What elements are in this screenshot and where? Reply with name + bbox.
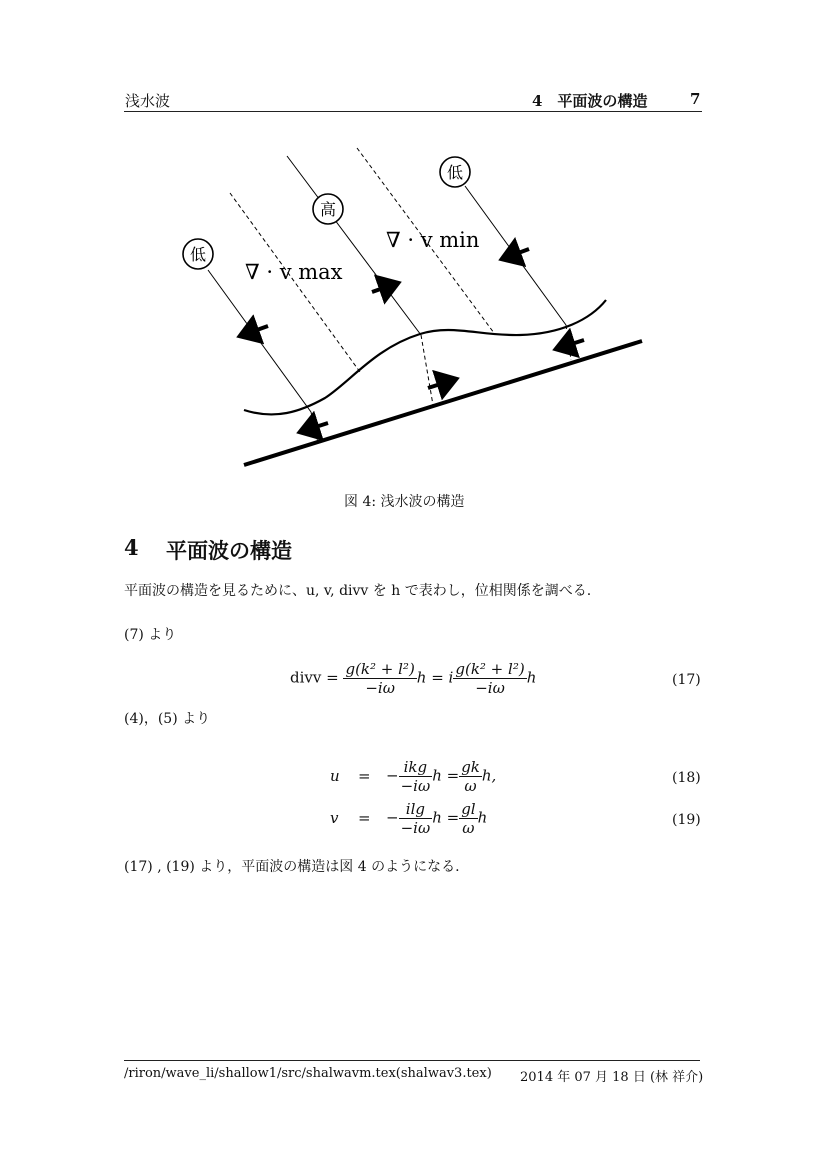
eq18-num: ikg <box>403 758 428 776</box>
equation-18-number: (18) <box>672 770 701 786</box>
footer-date: 2014 年 07 月 18 日 (林 祥介) <box>520 1070 704 1085</box>
svg-text:低: 低 <box>189 245 207 264</box>
equation-17: divv = $\frac{\text{g(k² + l²)}}{-i\omega}$ h = i $\frac{\text{g(k² + l²)}}{-i\omega}$ h <box>290 660 537 697</box>
from-eq7-text: (7) より <box>124 627 177 643</box>
arrow-bottom-right <box>428 379 456 388</box>
eq19-lhs: v <box>330 808 339 827</box>
eq17-den: −iω <box>343 678 416 697</box>
eq19-num: ilg <box>405 800 425 818</box>
eq17-num2: g(k² + l²) <box>455 660 525 678</box>
section-number: 4 <box>124 535 139 560</box>
eq17-den2: −iω <box>453 678 526 697</box>
footer-rule <box>124 1060 700 1061</box>
from-eq4-5-text: (4)，(5) より <box>124 711 211 727</box>
arrow-bottom-left <box>300 423 328 432</box>
running-header-section: 4 平面波の構造 <box>532 92 648 110</box>
wave-structure-figure <box>0 0 826 520</box>
running-header-title: 浅水波 <box>125 92 171 110</box>
conclusion-paragraph: (17) , (19) より，平面波の構造は図 4 のようになる. <box>124 859 460 875</box>
eq18-num2: gk <box>461 758 480 776</box>
eq18-sign: − <box>386 766 399 785</box>
label-div-min: ∇ · v min <box>386 228 480 252</box>
intro-paragraph: 平面波の構造を見るために、u, v, divv を h で表わし，位相関係を調べる. <box>124 583 592 599</box>
label-low-right <box>440 157 470 187</box>
ext-line-2 <box>421 335 433 405</box>
section-title: 平面波の構造 <box>166 538 292 563</box>
equation-18 <box>330 758 496 795</box>
footer-path: /riron/wave_li/shallow1/src/shalwavm.tex(shalwav3.tex) <box>124 1066 492 1081</box>
eq18-equals: = <box>358 766 371 785</box>
eq17-mid: h = i <box>416 668 454 687</box>
eq19-den: −iω <box>400 819 431 837</box>
eq18-mid: h = <box>432 766 460 785</box>
label-low-left <box>183 239 213 269</box>
eq17-num: g(k² + l²) <box>345 660 415 678</box>
equation-17-number: (17) <box>672 672 701 688</box>
page-number: 7 <box>690 90 701 108</box>
eq19-sign: − <box>386 808 399 827</box>
figure-caption: 図 4: 浅水波の構造 <box>344 494 465 510</box>
equation-19-number: (19) <box>672 812 701 828</box>
eq18-den: −iω <box>400 777 431 795</box>
svg-text:低: 低 <box>446 163 464 182</box>
label-div-max: ∇ · v max <box>245 260 343 284</box>
eq17-tail: h <box>526 668 537 687</box>
label-high <box>313 194 343 224</box>
eq19-tail: h <box>477 808 488 827</box>
arrow-surface-left-2 <box>502 249 529 259</box>
phase-line-low-left <box>208 270 311 412</box>
equation-19 <box>330 800 487 837</box>
arrow-surface-left <box>240 326 268 336</box>
eq19-mid: h = <box>432 808 460 827</box>
eq19-equals: = <box>358 808 371 827</box>
arrow-bottom-left-2 <box>556 340 584 349</box>
eq18-tail: h, <box>481 766 497 785</box>
bottom-slope-line <box>244 341 642 465</box>
eq19-num2: gl <box>461 800 476 818</box>
svg-text:高: 高 <box>319 200 337 219</box>
eq18-den2: ω <box>459 776 482 795</box>
eq17-lhs: divv <box>290 668 322 687</box>
eq18-lhs: u <box>330 766 340 785</box>
eq19-den2: ω <box>459 818 477 837</box>
arrow-surface-right <box>372 283 398 292</box>
